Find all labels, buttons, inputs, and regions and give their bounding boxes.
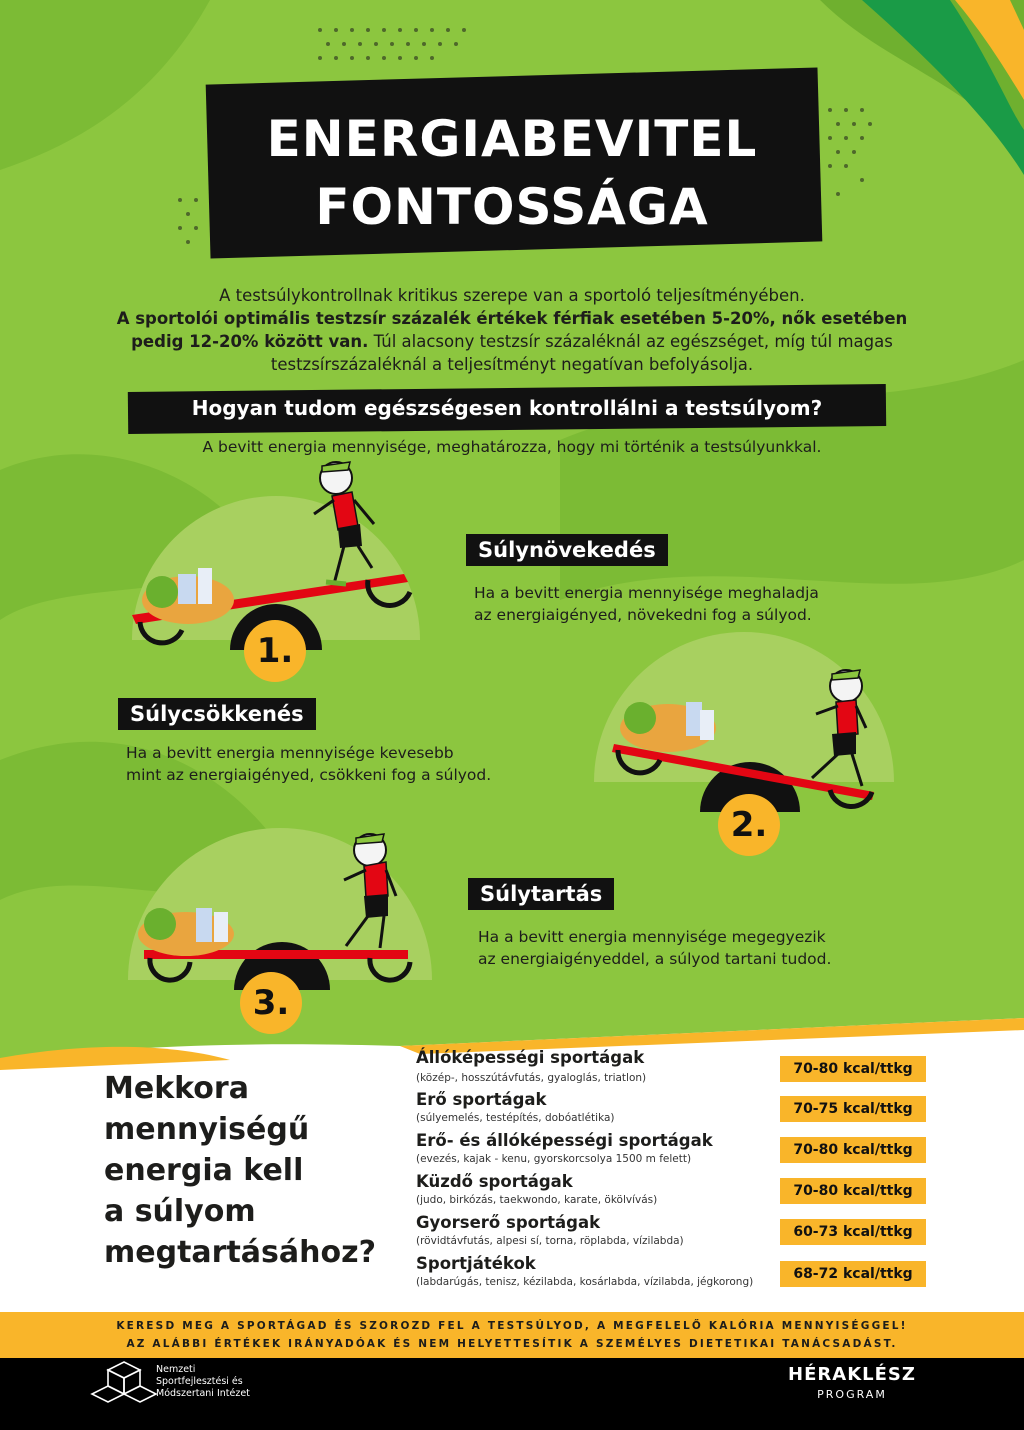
bottom-question: Mekkora mennyiségű energia kell a súlyom megtartásához? xyxy=(104,1071,376,1270)
scenario-label-loss: Súlycsökkenés xyxy=(118,698,316,730)
kcal-badge: 70-80 kcal/ttkg xyxy=(780,1178,926,1204)
scenario-label-gain: Súlynövekedés xyxy=(466,534,668,566)
program-subtitle: PROGRAM xyxy=(817,1388,887,1401)
kcal-badge: 70-80 kcal/ttkg xyxy=(780,1056,926,1082)
sport-desc: (labdarúgás, tenisz, kézilabda, kosárlabda, vízilabda, jégkorong) xyxy=(416,1276,754,1288)
scenario-desc-loss: Ha a bevitt energia mennyisége kevesebb mint az energiaigényed, csökkeni fog a súlyod. xyxy=(126,744,492,784)
page-title-line2: FONTOSSÁGA xyxy=(315,178,709,236)
footer-band xyxy=(0,1312,1024,1358)
kcal-badge: 60-73 kcal/ttkg xyxy=(780,1219,926,1245)
scenario-desc-gain: Ha a bevitt energia mennyisége meghaladja az energiaigényed, növekedni fog a súlyod. xyxy=(474,584,819,624)
sport-desc: (súlyemelés, testépítés, dobóatlétika) xyxy=(416,1112,615,1124)
kcal-badge: 68-72 kcal/ttkg xyxy=(780,1261,926,1287)
sport-name: Erő- és állóképességi sportágak xyxy=(416,1131,713,1150)
sport-name: Erő sportágak xyxy=(416,1090,547,1109)
question-subtitle: A bevitt energia mennyisége, meghatározza, hogy mi történik a testsúlyunkkal. xyxy=(202,438,822,456)
sport-desc: (közép-, hosszútávfutás, gyaloglás, triatlon) xyxy=(416,1072,647,1084)
scenario-desc-maintain: Ha a bevitt energia mennyisége megegyezik az energiaigényeddel, a súlyod tartani tudod. xyxy=(478,928,832,968)
institute-name: Nemzeti Sportfejlesztési és Módszertani Intézet xyxy=(156,1364,250,1399)
scenario-label-maintain: Súlytartás xyxy=(468,878,614,910)
sport-name: Küzdő sportágak xyxy=(416,1172,573,1191)
scenario-number-1: 1. xyxy=(244,620,306,682)
kcal-badge: 70-75 kcal/ttkg xyxy=(780,1096,926,1122)
sport-name: Gyorserő sportágak xyxy=(416,1213,601,1232)
footer-line-2: AZ ALÁBBI ÉRTÉKEK IRÁNYADÓAK ÉS NEM HELYETTESÍTIK A SZEMÉLYES DIETETIKAI TANÁCSADÁST. xyxy=(126,1338,898,1350)
sport-name: Állóképességi sportágak xyxy=(416,1048,645,1067)
question-title: Hogyan tudom egészségesen kontrollálni a testsúlyom? xyxy=(191,396,823,420)
scenario-number-3: 3. xyxy=(240,972,302,1034)
program-name: HÉRAKLÉSZ xyxy=(788,1364,916,1385)
sport-desc: (rövidtávfutás, alpesi sí, torna, röplabda, vízilabda) xyxy=(416,1235,684,1247)
sport-desc: (judo, birkózás, taekwondo, karate, ökölvívás) xyxy=(416,1194,658,1206)
sport-name: Sportjátékok xyxy=(416,1254,536,1273)
footer-line-1: KERESD MEG A SPORTÁGAD ÉS SZOROZD FEL A TESTSÚLYOD, A MEGFELELŐ KALÓRIA MENNYISÉGGEL! xyxy=(116,1320,908,1332)
scenario-number-2: 2. xyxy=(718,794,780,856)
intro-line: A testsúlykontrollnak kritikus szerepe van a sportoló teljesítményében. xyxy=(219,286,805,305)
kcal-badge: 70-80 kcal/ttkg xyxy=(780,1137,926,1163)
intro-paragraph xyxy=(60,284,964,376)
intro-line: testzsírszázaléknál a teljesítményt negatívan befolyásolja. xyxy=(270,355,754,374)
page-title-line1: ENERGIABEVITEL xyxy=(266,110,758,168)
intro-line-mixed: pedig 12-20% között van. Túl alacsony testzsír százaléknál az egészséget, míg túl magas xyxy=(131,332,893,351)
sport-desc: (evezés, kajak - kenu, gyorskorcsolya 1500 m felett) xyxy=(416,1153,692,1165)
intro-line-bold: A sportolói optimális testzsír százalék értékek férfiak esetében 5-20%, nők esetében xyxy=(116,309,908,328)
